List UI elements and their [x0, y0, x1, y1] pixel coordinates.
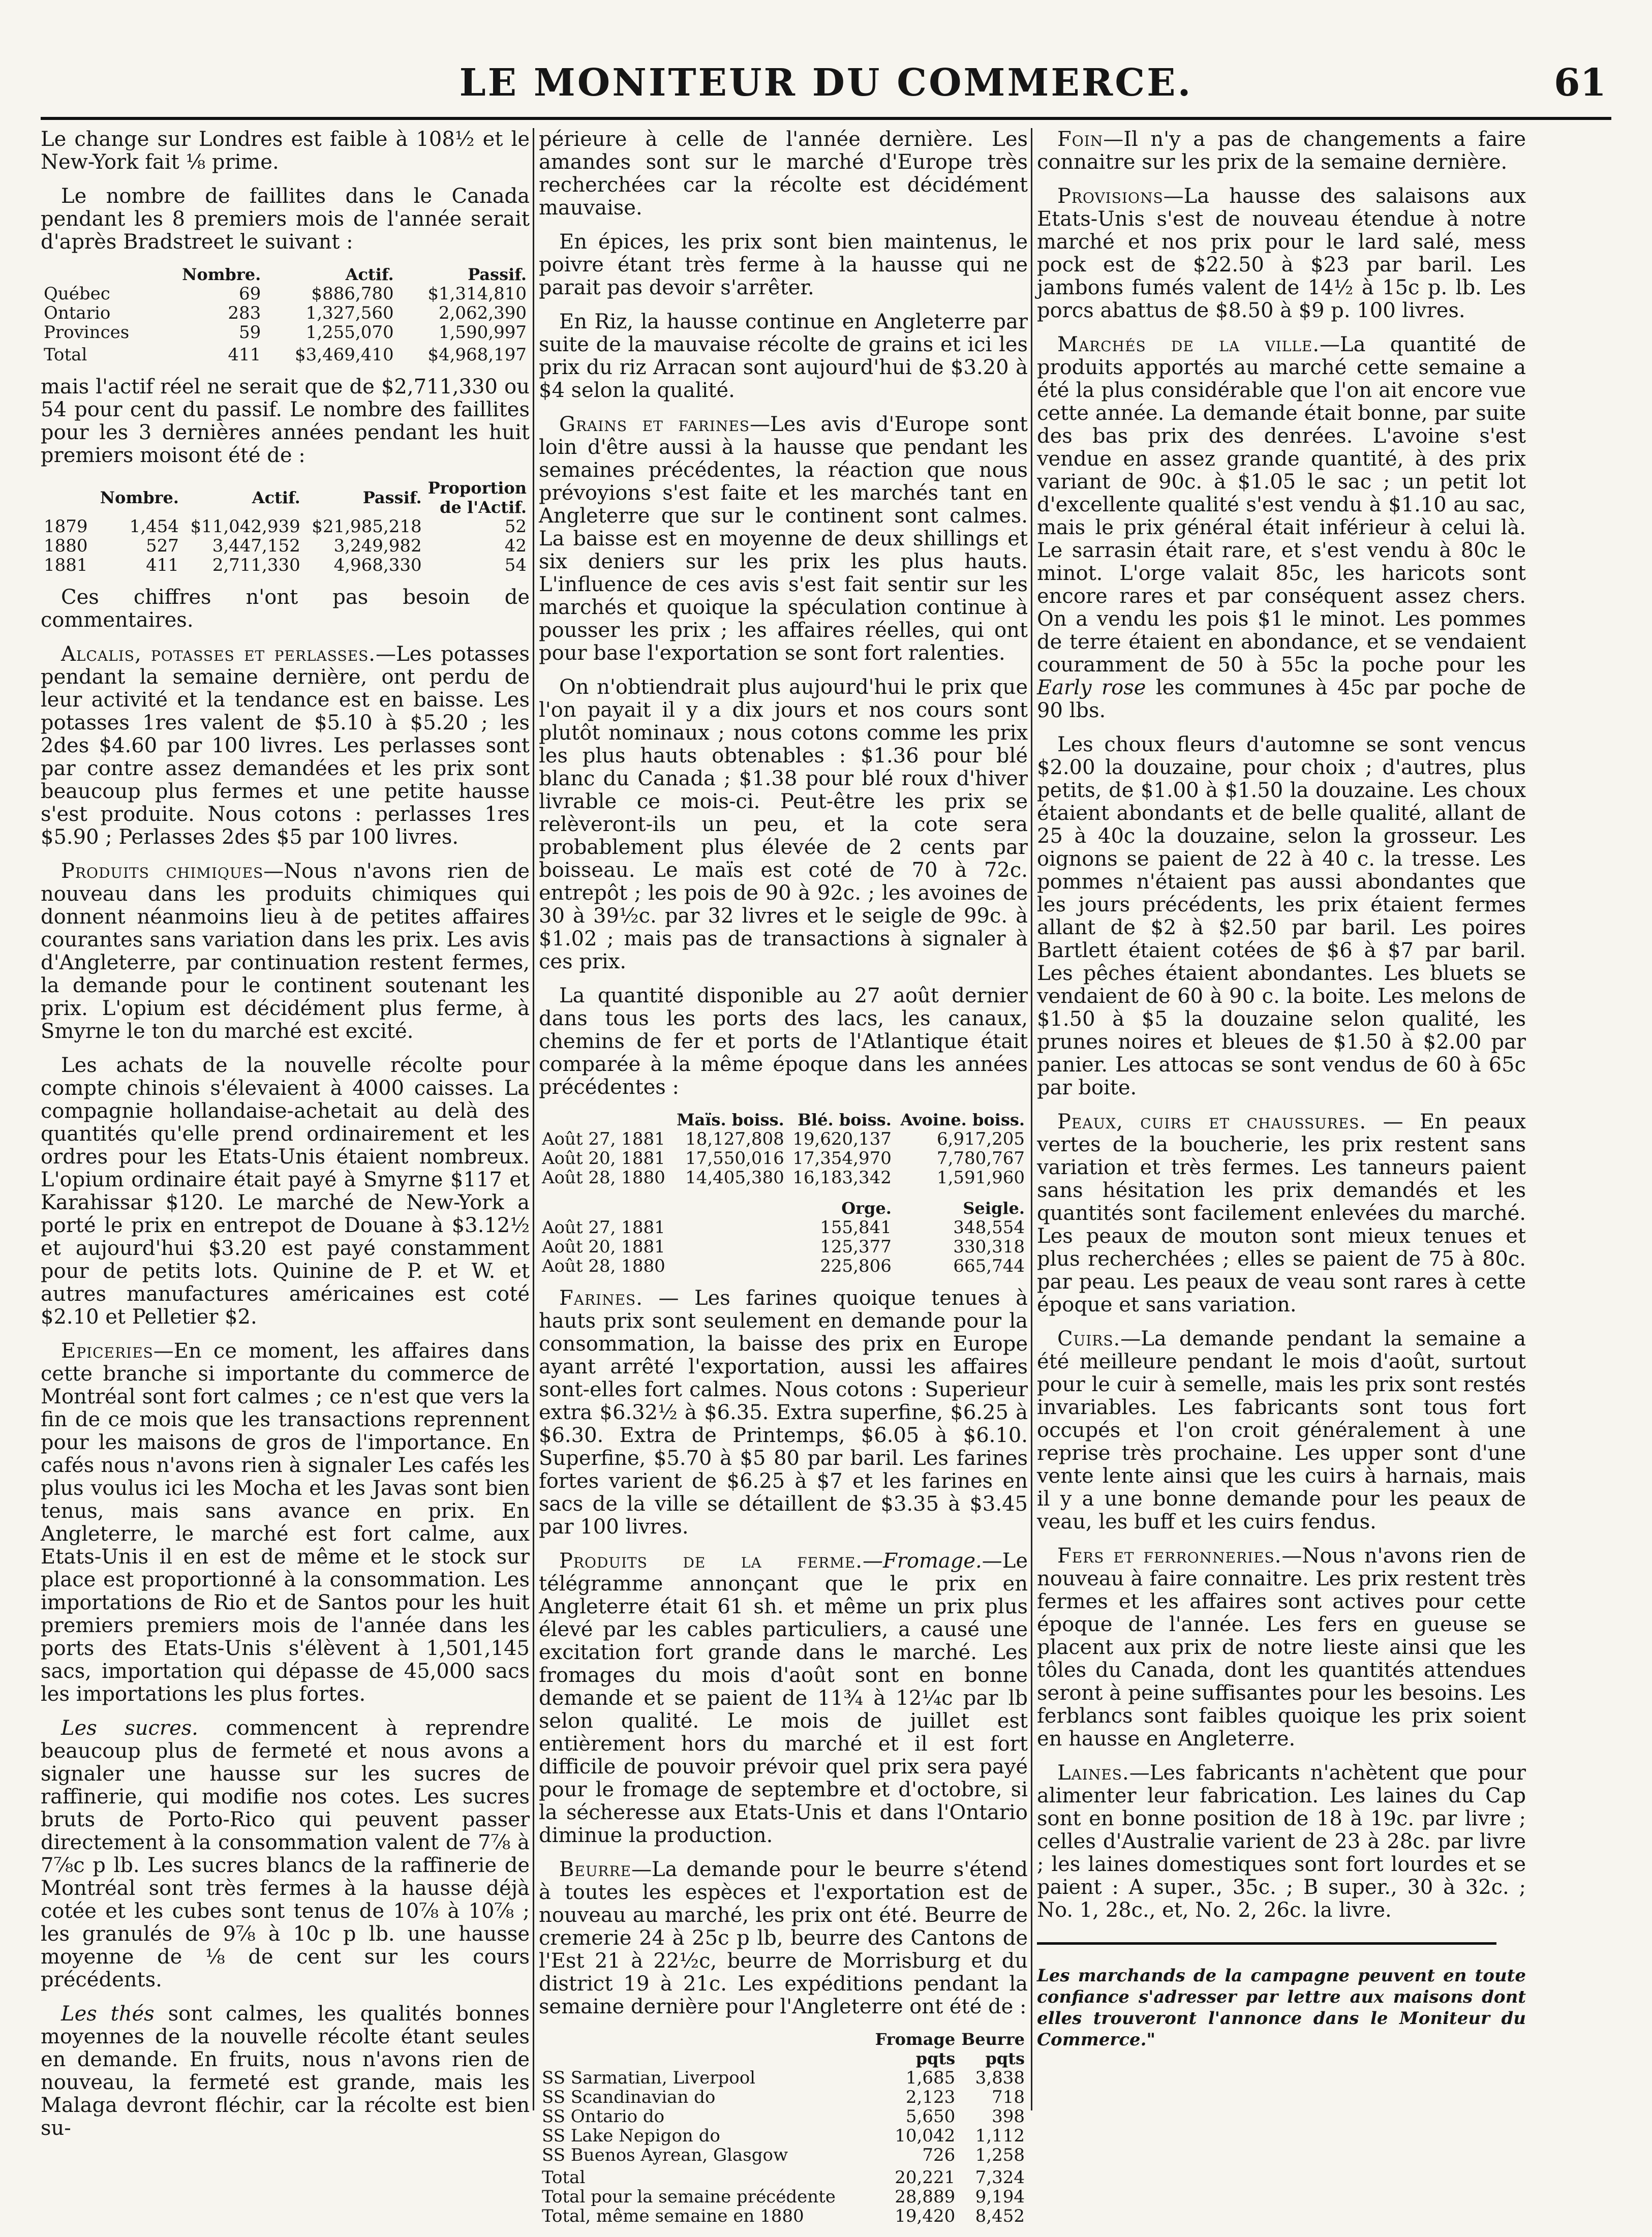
table-grains-mais-ble-avoine: Maïs. boiss. Blé. boiss. Avoine. boiss. Août 27, 1881 18,127,808 19,620,137 6,917,205 Août 20, 1881 17,550,016 17,354,970 7,780,767 Août 28, 1880 14,405,380 16,183,342 1,591,960	[539, 1110, 1028, 1187]
table-faillites-annees: Nombre. Actif. Passif. Proportion de l'Actif. 1879 1,454 $11,042,939 $21,985,218 52 1880 527 3,447,152 3,249,982 42 1881 411 2,711,330 4,968,330 54	[41, 478, 530, 575]
section-marches: Marchés de la ville.—La quantité de produits apportés au marché cette semaine a été la plus considérable que l'on ait encore vue cette année. La demande était bonne, par suite des bas prix des denrées. L'avoine s'est vendue en assez grande quantité, à des prix variant de 90c. à $1.05 le sac ; un petit lot d'excellente qualité s'est vendu à $1.10 au sac, mais le prix général était inférieur à celui là. Le sarrasin était rare, et s'est vendu à 80c le minot. L'orge valait 85c, les haricots sont encore rares et par conséquent assez chers. On a vendu les pois $1 le minot. Les pommes de terre étaient en abondance, et se vendaient couramment de 50 à 55c la poche pour les Early rose les communes à 45c par poche de 90 lbs.	[1037, 333, 1526, 722]
table-total-row: Total 411 $3,469,410 $4,968,197	[44, 345, 527, 365]
section-ferme: Produits de la ferme.—Fromage.—Le télégramme annonçant que le prix en Angleterre était 61 sh. et même un prix plus élevé par les cables particuliers, a causé une excitation fort grande dans le marché. Les fromages du mois d'août sont en bonne demande et se paient de 11¾ à 12¼c par lb selon qualité. Le mois de juillet est entièrement hors du marché et il est fort difficile de pouvoir prévoir quel prix sera payé pour le fromage de septembre et d'octobre, si la sécheresse aux Etats-Unis et dans l'Ontario diminue la production.	[539, 1549, 1028, 1847]
section-provisions: Provisions—La hausse des salaisons aux Etats-Unis s'est de nouveau étendue à notre marché et nos prix pour le lard salé, mess pock est de $22.50 à $23 par baril. Les jambons fumés valent de 14½ à 15c p. lb. Les porcs abattus de $8.50 à $9 p. 100 livres.	[1037, 185, 1526, 322]
paragraph-choux: Les choux fleurs d'automne se sont vencus $2.00 la douzaine, pour choix ; d'autres, plus petits, de $1.00 à $1.50 la douzaine. Les choux étaient abondants et de belle qualité, allant de 25 à 40c la douzaine, selon la grosseur. Les oignons se paient de 22 à 40 c. la tresse. Les pommes n'étaient pas aussi abondantes que les jours précédents, les prix étaient fermes allant de $2 à $2.50 par baril. Les poires Bartlett étaient cotées de $6 à $7 par baril. Les pêches étaient abondantes. Les bluets se vendaient de 60 à 90 c. la boite. Les melons de $1.50 à $5 la douzaine selon qualité, les prunes noires et bleues de $1.50 à $2.00 par panier. Les attocas se sont vendus de 60 à 65c par boite.	[1037, 733, 1526, 1099]
table-row: SS Lake Nepigon do 10,042 1,112	[542, 2126, 1025, 2146]
table-row: Août 28, 1880 225,806 665,744	[542, 1256, 1025, 1276]
section-thes: Les thés sont calmes, les qualités bonnes moyennes de la nouvelle récolte étant seules en demande. En fruits, nous n'avons rien de nouveau, la fermeté est grande, mais les Malaga devront fléchir, car la récolte est bien su-	[41, 2002, 530, 2140]
newspaper-title: LE MONITEUR DU COMMERCE.	[459, 61, 1193, 105]
column-3	[1037, 128, 1526, 2050]
section-foin: Foin—Il n'y a pas de changements a faire connaitre sur les prix de la semaine dernière.	[1037, 128, 1526, 174]
column-divider	[1031, 128, 1032, 2110]
paragraph-epices: En épices, les prix sont bien maintenus, le poivre étant très ferme à la hausse qui ne parait pas devoir s'arrêter.	[539, 230, 1028, 299]
section-heading: Cuirs.	[1057, 1327, 1121, 1351]
section-beurre: Beurre—La demande pour le beurre s'étend à toutes les espèces et l'exportation est de nouveau au marché, les prix ont été. Beurre de cremerie 24 à 25c p lb, beurre des Cantons de l'Est 21 à 22½c, beurre de Morrisburg et du district 19 à 21c. Les expéditions pendant la semaine dernière pour l'Angleterre ont été de :	[539, 1858, 1028, 2018]
section-farines: Farines. — Les farines quoique tenues à hauts prix sont seulement en demande pour la consommation, la baisse des prix en Europe ayant arrêté l'exportation, aussi les affaires sont-elles fort calmes. Nous cotons : Superieur extra $6.32½ à $6.35. Extra superfine, $6.25 à $6.30. Extra de Printemps, $6.05 à $6.10. Superfine, $5.70 à $5 80 par baril. Les farines fortes varient de $6.25 à $7 et les farines en sacs de la ville se détaillent de $3.35 à $3.45 par 100 livres.	[539, 1286, 1028, 1539]
table-faillites-provinces: Nombre. Actif. Passif. Québec 69 $886,780 $1,314,810 Ontario 283 1,327,560 2,062,390 Provinces 59 1,255,070 1,590,997 Total 411 $3,469,410 $4,968,197	[41, 265, 530, 364]
section-heading: Provisions	[1057, 185, 1164, 208]
column-divider	[533, 128, 534, 2110]
table-row: 1879 1,454 $11,042,939 $21,985,218 52	[44, 516, 527, 537]
section-heading: Farines.	[559, 1286, 643, 1310]
section-heading: Produits de la ferme.	[559, 1549, 863, 1573]
paragraph-actif: mais l'actif réel ne serait que de $2,711,330 ou 54 pour cent du passif. Le nombre des faillites pour les 3 dernières années pendant les huit premiers moisont été de :	[41, 375, 530, 467]
table-row: SS Ontario do 5,650 398	[542, 2106, 1025, 2127]
paragraph-change: Le change sur Londres est faible à 108½ et le New-York fait ⅛ prime.	[41, 128, 530, 174]
page-header	[41, 61, 1611, 117]
section-heading: Produits chimiques	[61, 860, 264, 883]
column-1	[41, 128, 530, 2151]
header-rule	[41, 117, 1611, 120]
table-row: Août 28, 1880 14,405,380 16,183,342 1,591,960	[542, 1168, 1025, 1188]
section-cuirs: Cuirs.—La demande pendant la semaine a été meilleure pendant le mois d'août, surtout pour le cuir à semelle, mais les prix sont restés invariables. Les fabricants sont tous fort occupés et l'on croit généralement à une reprise très prochaine. Les upper sont d'une vente lente ainsi que les cuirs à harnais, mais il y a une bonne demande pour les peaux de veau, les buff et les cuirs fendus.	[1037, 1327, 1526, 1534]
section-chimiques: Produits chimiques—Nous n'avons rien de nouveau dans les produits chimiques qui donnent néanmoins lieu à de petites affaires courantes sans variation dans les prix. Les avis d'Angleterre, par continuation restent fermes, la demande pour le continent soutenant les prix. L'opium est décidément plus ferme, à Smyrne le ton du marché est excité.	[41, 860, 530, 1043]
paragraph-chiffres: Ces chiffres n'ont pas besoin de commentaires.	[41, 586, 530, 632]
table-row: SS Buenos Ayrean, Glasgow 726 1,258	[542, 2145, 1025, 2165]
section-heading: Epiceries	[61, 1339, 154, 1363]
table-row: Août 27, 1881 155,841 348,554	[542, 1217, 1025, 1238]
section-heading: Les thés	[61, 2002, 155, 2026]
paragraph-faillites: Le nombre de faillites dans le Canada pendant les 8 premiers mois de l'année serait d'après Bradstreet le suivant :	[41, 185, 530, 254]
table-row: SS Scandinavian do 2,123 718	[542, 2087, 1025, 2107]
paragraph-riz: En Riz, la hausse continue en Angleterre par suite de la mauvaise récolte de grains et ici les prix du riz Arracan sont aujourd'hui de $3.20 à $4 selon la qualité.	[539, 310, 1028, 402]
paragraph-continuation: périeure à celle de l'année dernière. Les amandes sont sur le marché d'Europe très recherchées car la récolte est décidément mauvaise.	[539, 128, 1028, 220]
section-heading: Beurre	[559, 1858, 632, 1881]
table-row: Provinces 59 1,255,070 1,590,997	[44, 322, 527, 343]
section-epiceries: Epiceries—En ce moment, les affaires dans cette branche si importante du commerce de Montréal sont fort calmes ; ce n'est que vers la fin de ce mois que les transactions reprennent pour les maisons de gros de l'importance. En cafés nous n'avons rien à signaler Les cafés les plus voulus ici les Mocha et les Javas sont bien tenus, mais sans avance en prix. En Angleterre, le marché est fort calme, aux Etats-Unis il en est de même et le stock sur place est proportionné à la consommation. Les importations de Rio et de Santos pour les huit premiers premiers mois de l'année dans les ports des Etats-Unis s'élèvent à 1,501,145 sacs, importation qui dépasse de 45,000 sacs les importations les plus fortes.	[41, 1339, 530, 1706]
table-total-row: Total, même semaine en 1880 19,420 8,452	[542, 2206, 1025, 2226]
table-row: Québec 69 $886,780 $1,314,810	[44, 284, 527, 304]
section-heading: Grains et farines	[559, 413, 750, 436]
column-2	[539, 128, 1028, 2237]
table-row: 1881 411 2,711,330 4,968,330 54	[44, 555, 527, 575]
section-heading: Alcalis, potasses et perlasses.	[61, 642, 376, 666]
table-grains-orge-seigle: Orge. Seigle. Août 27, 1881 155,841 348,554 Août 20, 1881 125,377 330,318 Août 28, 1880 225,806 665,744	[539, 1199, 1028, 1276]
section-heading: Fers et ferronneries.	[1057, 1544, 1282, 1568]
section-heading: Peaux, cuirs et chaussures.	[1057, 1110, 1367, 1133]
section-alcalis: Alcalis, potasses et perlasses.—Les potasses pendant la semaine dernière, ont perdu de leur activité et la tendance est en baisse. Les potasses 1res valent de $5.10 à $5.20 ; les 2des $4.60 par 100 livres. Les perlasses sont par contre assez demandées et les prix sont beaucoup plus fermes et une petite hausse s'est produite. Nous cotons : perlasses 1res $5.90 ; Perlasses 2des $5 par 100 livres.	[41, 642, 530, 849]
section-peaux: Peaux, cuirs et chaussures. — En peaux vertes de la boucherie, les prix restent sans variation et très fermes. Les tanneurs paient sans hésitation les prix demandés et les quantités sont facilement enlevées du marché. Les peaux de mouton sont mieux tenues et plus recherchées ; elles se paient de 75 à 80c. par peau. Les peaux de veau sont rares à cette époque et sans variation.	[1037, 1110, 1526, 1316]
section-laines: Laines.—Les fabricants n'achètent que pour alimenter leur fabrication. Les laines du Cap sont en bonne position de 18 à 19c. par livre ; celles d'Australie varient de 23 à 28c. par livre ; les laines domestiques sont fort lourdes et se paient : A super., 35c. ; B super., 30 à 32c. ; No. 1, 28c., et, No. 2, 26c. la livre.	[1037, 1761, 1526, 1922]
section-sucres: Les sucres. commencent à reprendre beaucoup plus de fermeté et nous avons a signaler une hausse sur les sucres de raffinerie, qui modifie nos cotes. Les sucres bruts de Porto-Rico qui peuvent passer directement à la consommation valent de 7⅞ à 7⅞c p lb. Les sucres blancs de la raffinerie de Montréal sont très fermes à la hausse déjà cotée et les cubes sont tenus de 10⅞ à 10⅞ ; les granulés de 9⅞ à 10c p lb. une hausse moyenne de ⅛ de cent sur les cours précédents.	[41, 1717, 530, 1991]
table-total-row: Total 20,221 7,324	[542, 2167, 1025, 2188]
notice-box: Les marchands de la campagne peuvent en toute confiance s'adresser par lettre aux maisons dont elles trouveront l'annonce dans le Moniteur du Commerce."	[1037, 1966, 1526, 2050]
paragraph-achats: Les achats de la nouvelle récolte pour compte chinois s'élevaient à 4000 caisses. La compagnie hollandaise-achetait au delà des quantités qu'elle prend ordinairement et les ordres pour les Etats-Unis étaient nombreux. L'opium ordinaire était payé à Smyrne $117 et Karahissar $120. Le marché de New-York a porté le prix en entrepot de Douane à $3.12½ et aujourd'hui $3.20 est payé constamment pour de petits lots. Quinine de P. et W. et autres manufactures américaines est coté $2.10 et Pelletier $2.	[41, 1054, 530, 1329]
paragraph-obtiendrait: On n'obtiendrait plus aujourd'hui le prix que l'on payait il y a dix jours et nos cours sont plutôt nominaux ; nous cotons comme les prix les plus hauts obtenables : $1.36 pour blé blanc du Canada ; $1.38 pour blé roux d'hiver livrable ce mois-ci. Peut-être les prix se relèveront-ils un peu, et la cote sera probablement plus élevée de 2 cents par boisseau. Le maïs est coté de 70 à 72c. entrepôt ; les pois de 90 à 92c. ; les avoines de 30 à 39½c. par 32 livres et le seigle de 99c. à $1.02 ; mais pas de transactions à signaler à ces prix.	[539, 676, 1028, 973]
page-number: 61	[1554, 61, 1606, 105]
table-row: 1880 527 3,447,152 3,249,982 42	[44, 536, 527, 556]
table-expeditions: Fromage pqts Beurre pqts SS Sarmatian, Liverpool 1,685 3,838 SS Scandinavian do 2,123 718 SS Ontario do 5,650 398 SS Lake Nepigon do 10,042 1,112 SS Buenos Ayrean, Glasgow 726 1,258 Total 20,221 7,324 Total pour la semaine précédente 28,889 9,194 Total, même semaine en 1880 19,420 8,452	[539, 2030, 1028, 2226]
note-divider	[1037, 1942, 1496, 1945]
section-heading: Marchés de la ville.	[1057, 333, 1320, 356]
table-total-row: Total pour la semaine précédente 28,889 9,194	[542, 2187, 1025, 2207]
section-heading: Les sucres.	[61, 1717, 198, 1740]
table-row: Août 20, 1881 17,550,016 17,354,970 7,780,767	[542, 1148, 1025, 1169]
paragraph-quantite: La quantité disponible au 27 août dernier dans tous les ports des lacs, les canaux, chemins de fer et ports de l'Atlantique était comparée à la même époque dans les années précédentes :	[539, 984, 1028, 1099]
section-grains: Grains et farines—Les avis d'Europe sont loin d'être aussi à la hausse que pendant les semaines précédentes, la réaction que nous prévoyions s'est faite et les marchés tant en Angleterre que sur le continent sont calmes. La baisse est en moyenne de deux shillings et six deniers sur les prix les plus hauts. L'influence de ces avis s'est fait sentir sur les marchés et quoique la spéculation continue à pousser les prix ; les affaires réelles, qui ont pour base l'exportation se sont fort ralenties.	[539, 413, 1028, 665]
table-row: SS Sarmatian, Liverpool 1,685 3,838	[542, 2068, 1025, 2088]
table-row: Ontario 283 1,327,560 2,062,390	[44, 303, 527, 323]
table-row: Août 27, 1881 18,127,808 19,620,137 6,917,205	[542, 1129, 1025, 1149]
section-fers: Fers et ferronneries.—Nous n'avons rien de nouveau à faire connaitre. Les prix restent très fermes et les affaires sont actives pour cette époque de l'année. Les fers en gueuse se placent aux prix de notre lieste ainsi que les tôles du Canada, dont les quantités attendues seront à peine suffisantes pour les besoins. Les ferblancs sont faibles quoique les prix soient en hausse en Angleterre.	[1037, 1544, 1526, 1751]
section-heading: Laines.	[1057, 1761, 1129, 1785]
section-heading: Foin	[1057, 128, 1104, 151]
table-row: Août 20, 1881 125,377 330,318	[542, 1237, 1025, 1257]
